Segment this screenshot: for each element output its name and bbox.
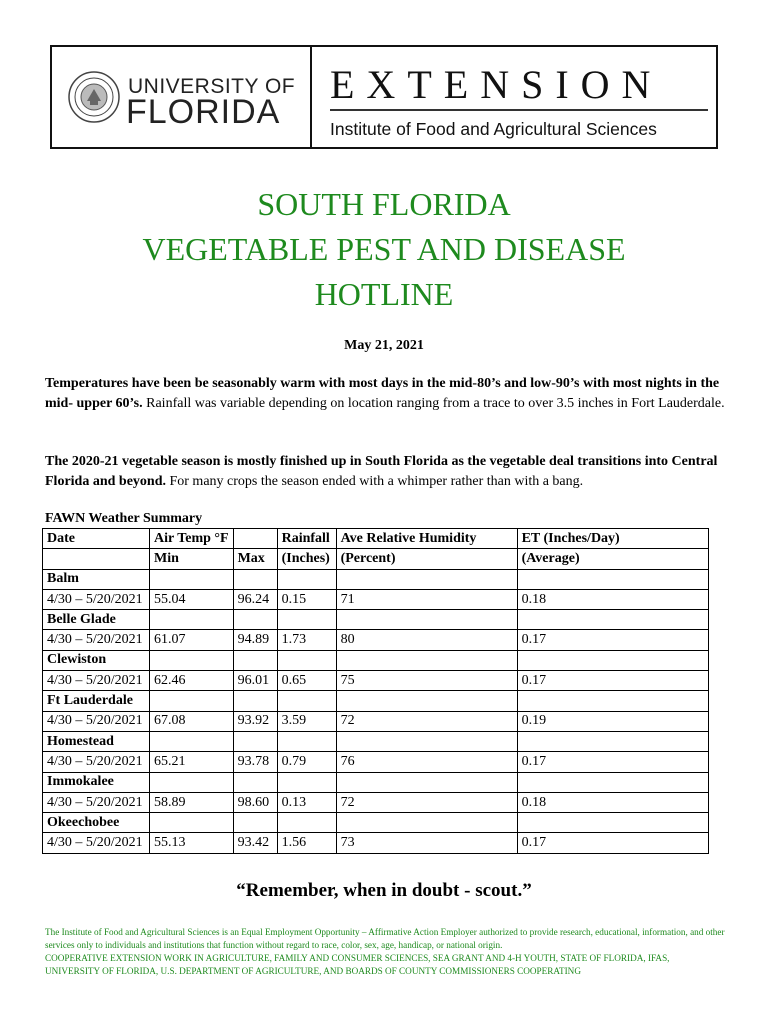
table-cell: 75	[336, 671, 517, 691]
paragraph-temperature-text: Rainfall was variable depending on location ranging from a trace to over 3.5 inches in Fort Lauderdale.	[142, 396, 725, 411]
table-cell	[336, 731, 517, 751]
table-cell	[517, 569, 708, 589]
table-cell: (Average)	[517, 549, 708, 569]
extension-title: EXTENSION	[330, 62, 663, 107]
table-cell: 0.17	[517, 671, 708, 691]
table-cell: Ave Relative Humidity	[336, 529, 517, 549]
table-cell: 58.89	[150, 792, 234, 812]
table-cell: 55.13	[150, 833, 234, 853]
table-cell: Clewiston	[43, 650, 150, 670]
table-cell: 0.17	[517, 752, 708, 772]
footer-cooperative-text: COOPERATIVE EXTENSION WORK IN AGRICULTURE, FAMILY AND CONSUMER SCIENCES, SEA GRANT AND 4-H YOUTH, STATE OF FLORIDA, IFAS, UNIVERSITY OF FLORIDA, U.S. DEPARTMENT OF AGRICULTURE, AND BOARDS OF COUNTY COMMISSIONERS COOPERATING	[45, 953, 670, 976]
table-cell: 93.42	[233, 833, 277, 853]
table-cell: 0.18	[517, 589, 708, 609]
table-cell: 0.65	[277, 671, 336, 691]
station-data-row	[43, 711, 709, 731]
table-cell: 4/30 – 5/20/2021	[43, 671, 150, 691]
station-name-row	[43, 731, 709, 751]
table-cell: 65.21	[150, 752, 234, 772]
table-cell	[233, 772, 277, 792]
table-cell: Balm	[43, 569, 150, 589]
table-cell	[233, 610, 277, 630]
table-cell	[150, 569, 234, 589]
station-data-row	[43, 589, 709, 609]
table-cell	[336, 569, 517, 589]
table-cell	[233, 691, 277, 711]
table-cell: 73	[336, 833, 517, 853]
extension-rule	[330, 109, 708, 111]
table-cell: Date	[43, 529, 150, 549]
title-line-3: HOTLINE	[314, 276, 454, 312]
station-name-row	[43, 650, 709, 670]
scout-quote: “Remember, when in doubt - scout.”	[236, 880, 532, 901]
weather-summary-table	[42, 528, 709, 854]
title-line-1: SOUTH FLORIDA	[257, 186, 511, 222]
paragraph-temperature	[45, 374, 735, 414]
station-name-row	[43, 610, 709, 630]
table-cell: 4/30 – 5/20/2021	[43, 792, 150, 812]
table-cell: 0.17	[517, 630, 708, 650]
university-name-line2: FLORIDA	[126, 93, 281, 131]
table-cell: 0.19	[517, 711, 708, 731]
table-cell	[277, 569, 336, 589]
station-data-row	[43, 792, 709, 812]
table-cell	[150, 650, 234, 670]
station-name-row	[43, 772, 709, 792]
table-cell	[277, 610, 336, 630]
table-cell	[517, 731, 708, 751]
table-cell	[517, 691, 708, 711]
table-cell: 98.60	[233, 792, 277, 812]
table-cell	[150, 813, 234, 833]
paragraph-season-bold: The 2020-21 vegetable season is mostly finished up in South Florida as the vegetable deal transitions into Central Florida and beyond.	[45, 454, 718, 489]
table-cell: 1.56	[277, 833, 336, 853]
table-cell: Homestead	[43, 731, 150, 751]
table-cell: (Percent)	[336, 549, 517, 569]
footer-eeo-text: The Institute of Food and Agricultural Sciences is an Equal Employment Opportunity – Affirmative Action Employer authorized to provide research, educational, information, and other services only to individuals and institutions that function without regard to race, color, sex, age, handicap, or national origin.	[45, 927, 725, 950]
table-cell: (Inches)	[277, 549, 336, 569]
table-header-row	[43, 529, 709, 549]
station-name-row	[43, 813, 709, 833]
table-cell: ET (Inches/Day)	[517, 529, 708, 549]
table-cell	[233, 569, 277, 589]
table-caption: FAWN Weather Summary	[45, 511, 203, 526]
table-cell	[150, 691, 234, 711]
table-cell	[277, 772, 336, 792]
table-cell	[336, 813, 517, 833]
table-cell	[517, 610, 708, 630]
table-cell	[233, 731, 277, 751]
footer-disclaimer	[45, 926, 725, 978]
table-cell: 0.13	[277, 792, 336, 812]
table-cell	[277, 731, 336, 751]
table-cell: 71	[336, 589, 517, 609]
table-cell: Belle Glade	[43, 610, 150, 630]
table-cell	[233, 650, 277, 670]
report-date: May 21, 2021	[344, 338, 424, 353]
table-cell: Okeechobee	[43, 813, 150, 833]
table-cell: 67.08	[150, 711, 234, 731]
table-cell: 96.01	[233, 671, 277, 691]
title-line-2: VEGETABLE PEST AND DISEASE	[142, 231, 626, 267]
station-data-row	[43, 833, 709, 853]
paragraph-season-text: For many crops the season ended with a whimper rather than with a bang.	[165, 474, 584, 489]
paragraph-season	[45, 452, 735, 492]
table-cell: 3.59	[277, 711, 336, 731]
header-divider	[310, 47, 312, 147]
table-cell: 0.18	[517, 792, 708, 812]
table-cell: 4/30 – 5/20/2021	[43, 630, 150, 650]
paragraph-temperature-bold: Temperatures have been be seasonably warm with most days in the mid-80’s and low-90’s with most nights in the mid- upper 60’s.	[45, 376, 720, 411]
table-cell: Immokalee	[43, 772, 150, 792]
table-cell: 72	[336, 792, 517, 812]
table-cell	[336, 650, 517, 670]
station-name-row	[43, 569, 709, 589]
table-cell	[517, 650, 708, 670]
table-cell: 93.78	[233, 752, 277, 772]
table-cell: 4/30 – 5/20/2021	[43, 589, 150, 609]
table-cell: 61.07	[150, 630, 234, 650]
table-cell: 0.17	[517, 833, 708, 853]
station-name-row	[43, 691, 709, 711]
table-cell	[233, 529, 277, 549]
table-cell: 72	[336, 711, 517, 731]
table-cell: Min	[150, 549, 234, 569]
university-name-line1: UNIVERSITY OF	[128, 75, 296, 98]
table-cell: 94.89	[233, 630, 277, 650]
table-cell	[277, 813, 336, 833]
table-cell: 0.15	[277, 589, 336, 609]
table-cell: 4/30 – 5/20/2021	[43, 711, 150, 731]
table-cell: 1.73	[277, 630, 336, 650]
table-cell	[150, 731, 234, 751]
document-title	[0, 182, 768, 317]
table-header-row	[43, 549, 709, 569]
station-data-row	[43, 671, 709, 691]
table-cell	[517, 813, 708, 833]
table-cell: Ft Lauderdale	[43, 691, 150, 711]
table-cell	[336, 772, 517, 792]
station-data-row	[43, 630, 709, 650]
table-cell: 4/30 – 5/20/2021	[43, 833, 150, 853]
table-cell: 96.24	[233, 589, 277, 609]
table-cell: Air Temp °F	[150, 529, 234, 549]
table-cell: 0.79	[277, 752, 336, 772]
table-cell	[43, 549, 150, 569]
table-cell	[336, 691, 517, 711]
table-cell	[517, 772, 708, 792]
table-cell	[277, 691, 336, 711]
table-cell	[150, 610, 234, 630]
table-cell: 62.46	[150, 671, 234, 691]
university-seal-icon	[68, 71, 120, 123]
header-logo-box	[50, 45, 718, 149]
table-cell: 80	[336, 630, 517, 650]
extension-subtitle: Institute of Food and Agricultural Sciences	[330, 119, 657, 139]
table-cell: 93.92	[233, 711, 277, 731]
table-cell	[277, 650, 336, 670]
table-cell	[233, 813, 277, 833]
table-cell: 55.04	[150, 589, 234, 609]
table-cell: Max	[233, 549, 277, 569]
table-cell: Rainfall	[277, 529, 336, 549]
table-cell: 76	[336, 752, 517, 772]
table-cell	[336, 610, 517, 630]
table-cell	[150, 772, 234, 792]
table-cell: 4/30 – 5/20/2021	[43, 752, 150, 772]
station-data-row	[43, 752, 709, 772]
